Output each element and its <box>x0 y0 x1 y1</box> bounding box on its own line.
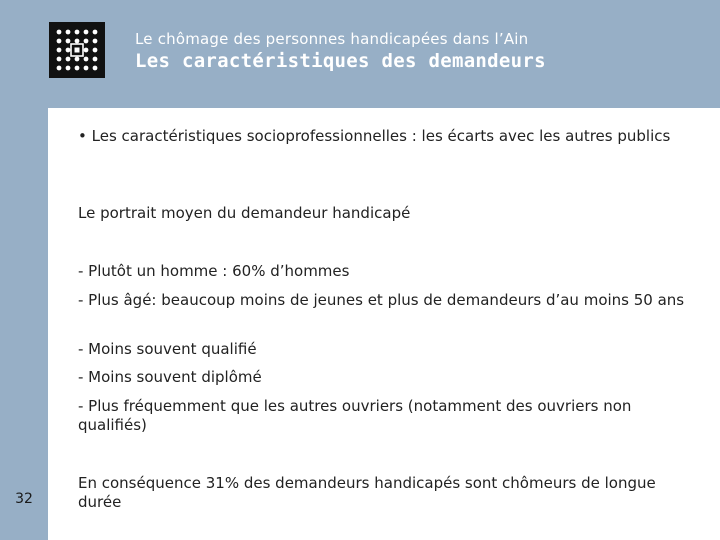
portrait-heading: Le portrait moyen du demandeur handicapé <box>78 204 411 222</box>
page-number: 32 <box>15 491 33 507</box>
bullet-icon: • <box>78 127 87 145</box>
header-subtitle: Le chômage des personnes handicapées dans l’Ain <box>135 30 529 48</box>
list-item-diploma: - Moins souvent diplômé <box>78 368 262 386</box>
list-item-workers: - Plus fréquemment que les autres ouvriers (notamment des ouvriers non qualifiés) <box>78 397 632 434</box>
list-item-gender: - Plutôt un homme : 60% d’hommes <box>78 262 350 280</box>
page-title: Les caractéristiques des demandeurs <box>135 50 546 72</box>
dot-grid-logo-icon <box>49 22 105 78</box>
logo-graphic <box>49 22 105 78</box>
list-item-age: - Plus âgé: beaucoup moins de jeunes et plus de demandeurs d’au moins 50 ans <box>78 291 685 309</box>
main-bullet <box>78 127 688 146</box>
main-bullet-text: Les caractéristiques socioprofessionnelles : les écarts avec les autres publics <box>91 127 671 145</box>
left-margin-strip <box>0 108 48 540</box>
list-item-qualification: - Moins souvent qualifié <box>78 340 257 358</box>
conclusion-text: En conséquence 31% des demandeurs handicapés sont chômeurs de longue durée <box>78 474 656 511</box>
